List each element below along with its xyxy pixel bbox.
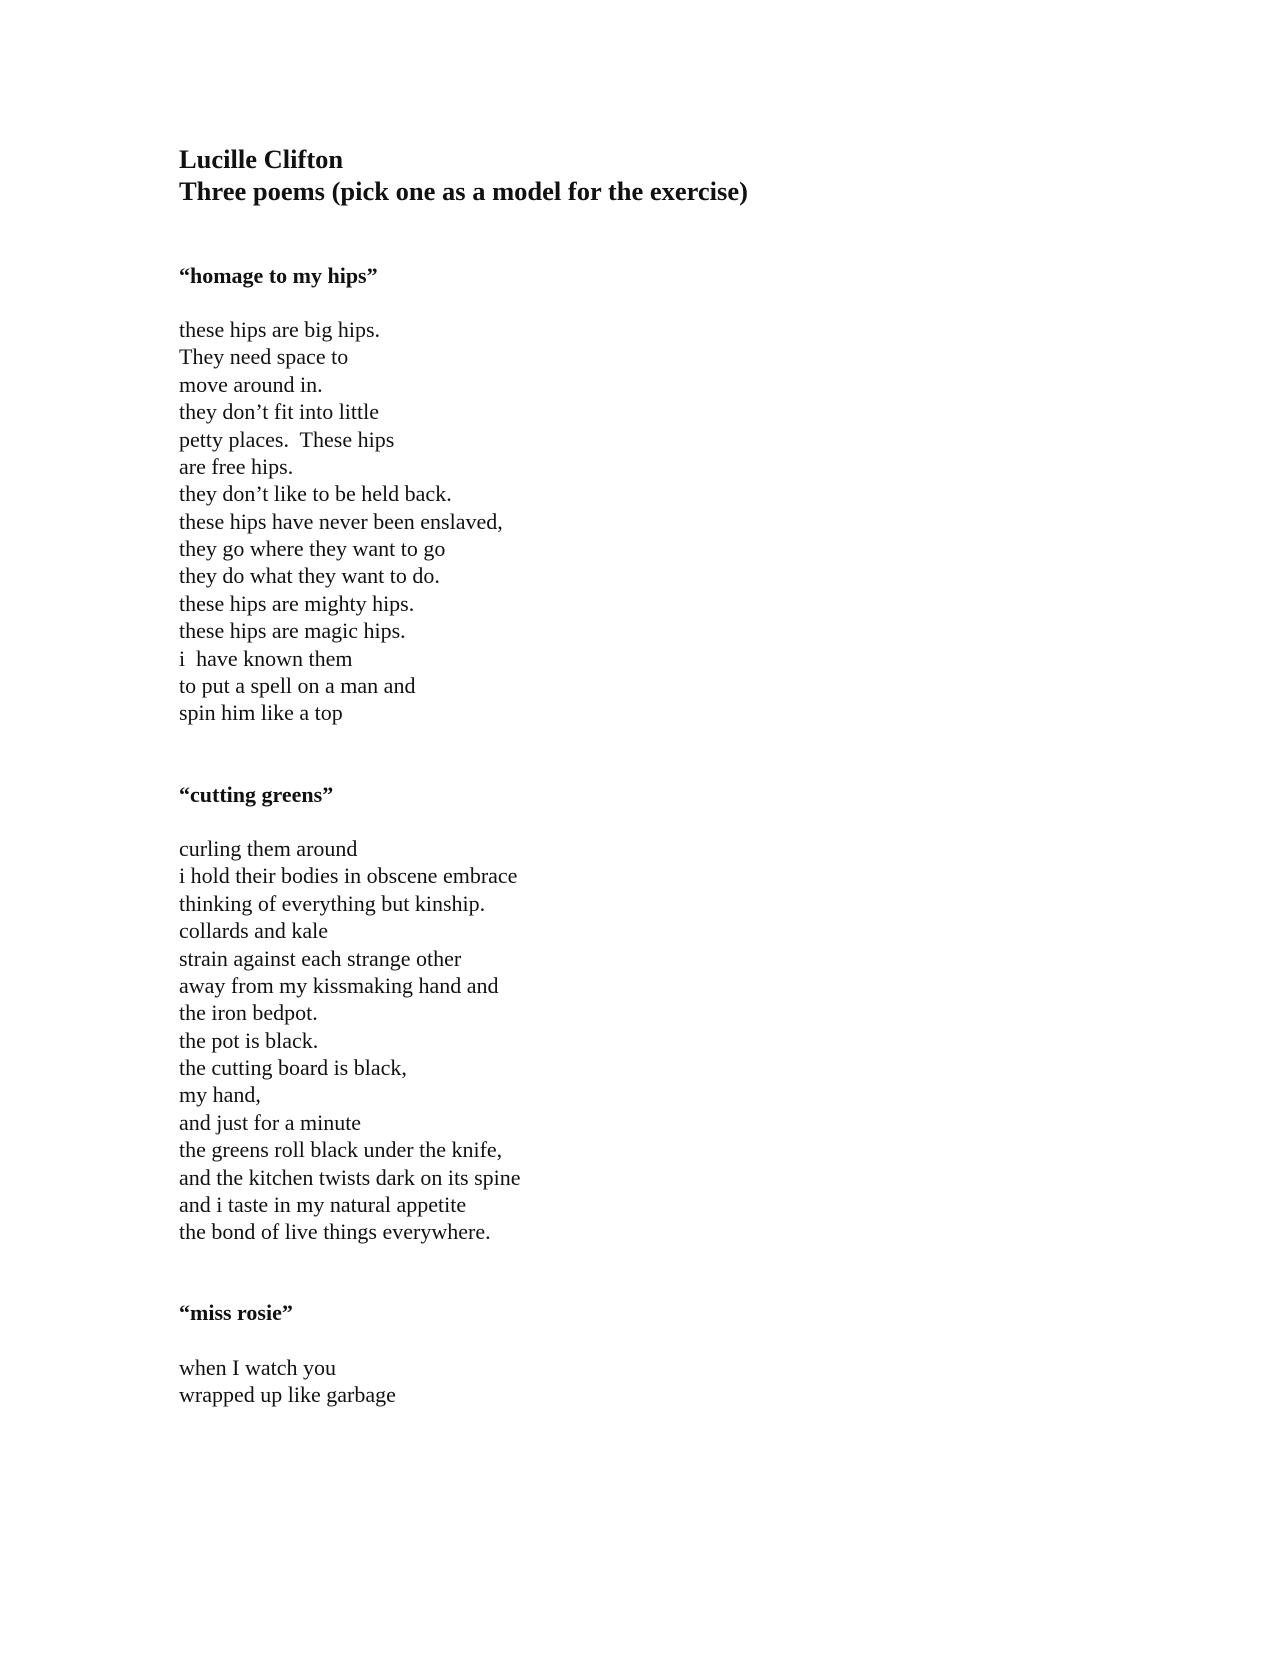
poem-line: the pot is black. [179,1027,319,1053]
poem-line: and the kitchen twists dark on its spine [179,1164,521,1190]
author-name: Lucille Clifton [179,144,344,174]
poem-body-homage-to-my-hips [179,316,503,727]
poem-line: these hips have never been enslaved, [179,508,503,534]
poem-title-cutting-greens: “cutting greens” [179,782,334,807]
poem-line: they go where they want to go [179,536,446,561]
poem-line: my hand, [179,1082,261,1108]
poem-line: move around in. [179,371,323,397]
poem-line: and just for a minute [179,1109,362,1135]
poem-line: i hold their bodies in obscene embrace [179,863,518,889]
poem-line: petty places. These hips [179,426,395,452]
poem-line: they don’t fit into little [179,399,380,425]
poem-line: these hips are magic hips. [179,618,406,644]
poem-line: the greens roll black under the knife, [179,1137,503,1163]
poem-line: when I watch you [179,1355,337,1380]
poem-line: spin him like a top [179,700,343,726]
poem-title-miss-rosie: “miss rosie” [179,1300,293,1325]
poem-line: they don’t like to be held back. [179,481,452,507]
poem-line: the cutting board is black, [179,1055,407,1080]
poem-body-miss-rosie [179,1354,396,1409]
poem-title-homage-to-my-hips: “homage to my hips” [179,263,378,288]
poem-body-cutting-greens [179,835,521,1246]
poem-line: the iron bedpot. [179,1000,318,1026]
poem-line: away from my kissmaking hand and [179,972,499,998]
poem-line: collards and kale [179,918,329,944]
poem-line: these hips are big hips. [179,317,381,342]
document-subtitle: Three poems (pick one as a model for the exercise) [179,176,748,206]
poem-line: to put a spell on a man and [179,672,416,698]
poem-line: and i taste in my natural appetite [179,1191,467,1217]
poem-line: i have known them [179,645,353,671]
poem-line: wrapped up like garbage [179,1382,396,1408]
poem-line: are free hips. [179,453,294,479]
poem-line: these hips are mighty hips. [179,590,415,616]
poem-line: the bond of live things everywhere. [179,1219,491,1245]
poem-line: they do what they want to do. [179,563,440,589]
poem-line: thinking of everything but kinship. [179,890,486,916]
poem-line: They need space to [179,344,349,370]
poem-line: curling them around [179,836,358,861]
poem-line: strain against each strange other [179,945,462,971]
